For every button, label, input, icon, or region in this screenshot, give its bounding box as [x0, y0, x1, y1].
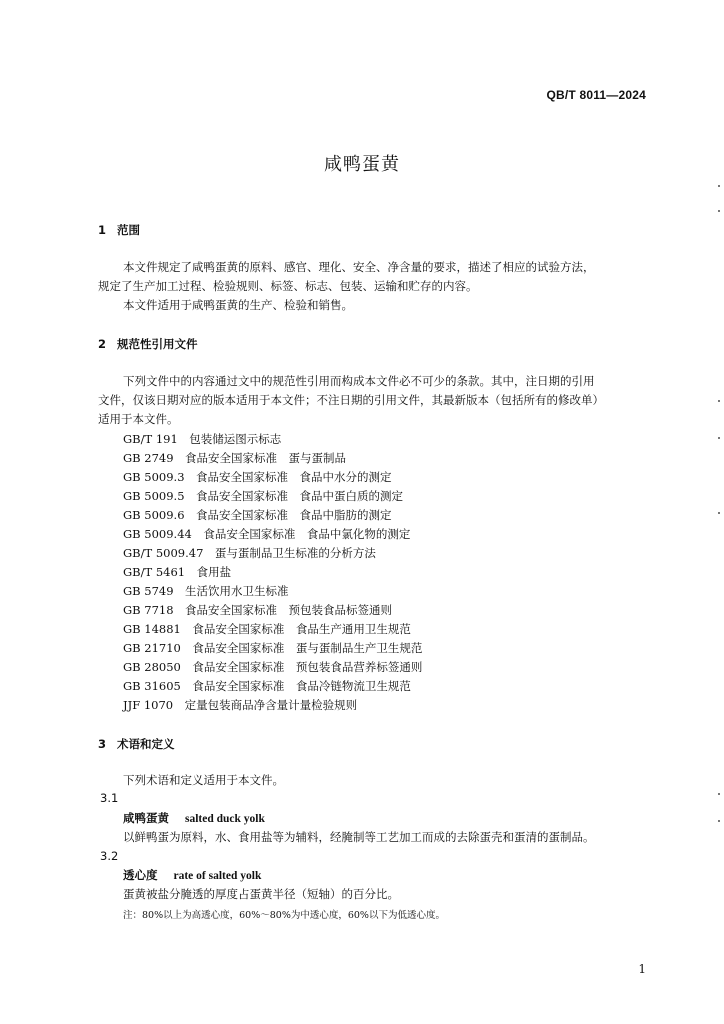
scan-edge-mark [718, 793, 720, 795]
term-heading [123, 810, 265, 826]
reference-item: GB 5009.3 食品安全国家标准 食品中水分的测定 [123, 470, 392, 484]
standard-code: QB/T 8011—2024 [546, 88, 646, 102]
references-intro-line3: 适用于本文件。 [98, 412, 179, 426]
terms-intro: 下列术语和定义适用于本文件。 [123, 773, 284, 787]
term-number: 3.1 [100, 791, 119, 805]
term-definition: 蛋黄被盐分腌透的厚度占蛋黄半径（短轴）的百分比。 [123, 887, 399, 901]
term-en: salted duck yolk [185, 813, 265, 825]
reference-item: GB 21710 食品安全国家标准 蛋与蛋制品生产卫生规范 [123, 641, 423, 655]
section-title: 规范性引用文件 [117, 337, 198, 351]
reference-item: GB 5009.6 食品安全国家标准 食品中脂肪的测定 [123, 508, 392, 522]
scope-paragraph-line2: 规定了生产加工过程、检验规则、标签、标志、包装、运输和贮存的内容。 [98, 279, 478, 293]
section-number: 1 [98, 223, 107, 237]
term-zh: 咸鸭蛋黄 [123, 811, 169, 825]
term-number: 3.2 [100, 849, 119, 863]
reference-item: GB 2749 食品安全国家标准 蛋与蛋制品 [123, 451, 347, 465]
references-intro-line2: 文件，仅该日期对应的版本适用于本文件；不注日期的引用文件，其最新版本（包括所有的修改单） [98, 393, 604, 407]
section-number: 2 [98, 337, 107, 351]
reference-item: GB 5009.44 食品安全国家标准 食品中氯化物的测定 [123, 527, 411, 541]
section-2-heading [98, 336, 198, 352]
reference-item: GB 28050 食品安全国家标准 预包装食品营养标签通则 [123, 660, 423, 674]
term-heading [123, 867, 261, 883]
scan-edge-mark [718, 400, 720, 402]
reference-item: GB 5009.5 食品安全国家标准 食品中蛋白质的测定 [123, 489, 404, 503]
scan-edge-mark [718, 437, 720, 439]
reference-item: GB 31605 食品安全国家标准 食品冷链物流卫生规范 [123, 679, 411, 693]
scope-paragraph-2: 本文件适用于咸鸭蛋黄的生产、检验和销售。 [123, 298, 353, 312]
scope-paragraph-line1: 本文件规定了咸鸭蛋黄的原料、感官、理化、安全、净含量的要求，描述了相应的试验方法， [123, 260, 595, 274]
scan-edge-mark [718, 820, 720, 822]
reference-item: GB/T 5009.47 蛋与蛋制品卫生标准的分析方法 [123, 546, 376, 560]
term-note: 注：80%以上为高透心度，60%～80%为中透心度，60%以下为低透心度。 [123, 910, 445, 921]
term-zh: 透心度 [123, 868, 158, 882]
scan-edge-mark [718, 185, 720, 187]
page-number: 1 [638, 962, 646, 976]
scan-edge-mark [718, 512, 720, 514]
reference-item: GB/T 191 包装储运图示标志 [123, 432, 282, 446]
reference-item: GB 5749 生活饮用水卫生标准 [123, 584, 289, 598]
section-3-heading [98, 736, 175, 752]
scan-edge-mark [718, 210, 720, 212]
reference-item: GB 7718 食品安全国家标准 预包装食品标签通则 [123, 603, 393, 617]
reference-item: GB 14881 食品安全国家标准 食品生产通用卫生规范 [123, 622, 411, 636]
section-1-heading [98, 222, 140, 238]
section-number: 3 [98, 737, 107, 751]
reference-item: GB/T 5461 食用盐 [123, 565, 232, 579]
references-intro-line1: 下列文件中的内容通过文中的规范性引用而构成本文件必不可少的条款。其中，注日期的引用 [123, 374, 595, 388]
term-definition: 以鲜鸭蛋为原料，水、食用盐等为辅料，经腌制等工艺加工而成的去除蛋壳和蛋清的蛋制品。 [123, 830, 595, 844]
section-title: 范围 [117, 223, 140, 237]
section-title: 术语和定义 [117, 737, 175, 751]
reference-item: JJF 1070 定量包装商品净含量计量检验规则 [123, 698, 358, 712]
term-en: rate of salted yolk [173, 870, 262, 882]
document-title: 咸鸭蛋黄 [324, 154, 400, 175]
